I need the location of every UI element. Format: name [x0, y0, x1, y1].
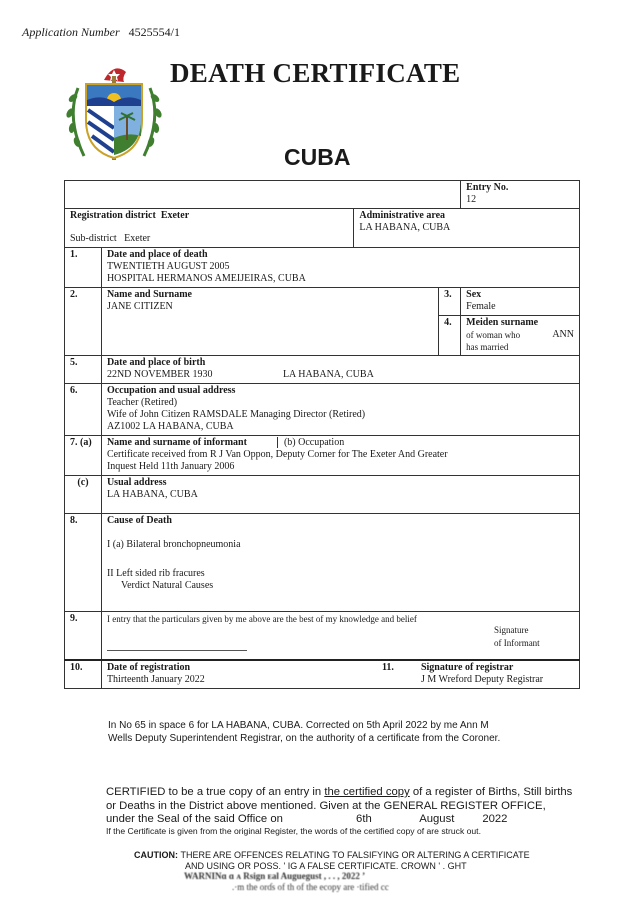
registration-district-label: Registration district [70, 210, 156, 221]
row-11-number: 11. [381, 661, 394, 673]
occupation-line-2: Wife of John Citizen RAMSDALE Managing Director (Retired) [106, 409, 366, 420]
obscured-line-1: WARNINɑ ɑ ᴀ Rsign ᴇal Auguegust , . . , 2022 ʼ [184, 871, 366, 881]
subdistrict-value: Exeter [124, 233, 151, 244]
certified-year: 2022 [482, 813, 508, 825]
registrar-signature-label: Signature of registrar [420, 661, 514, 673]
caution-line-1: THERE ARE OFFENCES RELATING TO FALSIFYING OR ALTERING A CERTIFICATE [180, 850, 530, 860]
cause-line-3: Verdict Natural Causes [120, 580, 214, 591]
informant-line-1: Certificate received from R J Van Oppon, Deputy Corner for The Exeter And Greater [106, 449, 448, 460]
maiden-surname-cell [461, 316, 580, 356]
country-heading: CUBA [284, 144, 351, 170]
application-number [22, 25, 180, 40]
birth-label: Date and place of birth [106, 357, 206, 368]
caution-line-2: AND USING OR POSS. ' IG A FALSE CERTIFICATE. CROWN ' . GHT [185, 861, 467, 871]
caution-block [134, 850, 564, 872]
death-place: HOSPITAL HERMANOS AMEIJEIRAS, CUBA [106, 273, 306, 284]
registration-date-label: Date of registration [106, 661, 191, 673]
application-number-label: Application Number [22, 25, 120, 39]
death-label: Date and place of death [106, 249, 208, 260]
birth-cell [101, 356, 579, 384]
maiden-surname-sub2: has married [466, 342, 509, 352]
cause-line-2: II Left sided rib fracures [106, 568, 205, 579]
row-1-number: 1. [65, 248, 102, 288]
administrative-area-value: LA HABANA, CUBA [359, 222, 451, 233]
occupation-line-3: AZ1002 LA HABANA, CUBA [106, 421, 234, 432]
correction-line-1: In No 65 in space 6 for LA HABANA, CUBA. Corrected on 5th April 2022 by me Ann M [108, 720, 489, 731]
death-details-cell [101, 248, 579, 288]
correction-line-2: Wells Deputy Superintendent Registrar, on the authority of a certificate from the Coroner. [108, 733, 501, 744]
usual-address-value: LA HABANA, CUBA [106, 489, 198, 500]
informant-declaration-cell [101, 612, 579, 660]
row-3-number: 3. [439, 288, 461, 316]
certified-post: of a register of Births, Still births or Deaths in the District above mentioned. Given at the GENERAL REGISTER OFFICE, under the Seal of the said Office on [106, 786, 573, 825]
certified-month: August [419, 813, 455, 825]
obscured-footer-text [184, 871, 484, 893]
cause-of-death-cell [101, 514, 579, 612]
maiden-surname-sub1: of woman who [466, 330, 521, 340]
registration-district-value: Exeter [160, 210, 190, 221]
registration-date-cell [101, 660, 579, 689]
name-cell [101, 288, 438, 356]
informant-occupation-label: (b) Occupation [277, 437, 344, 448]
usual-address-cell [101, 476, 579, 514]
administrative-area-cell [354, 209, 580, 248]
administrative-area-label: Administrative area [359, 210, 446, 221]
death-date: TWENTIETH AUGUST 2005 [106, 261, 230, 272]
entry-number-label: Entry No. [466, 182, 509, 193]
informant-signature-line [107, 650, 247, 651]
row-10-number: 10. [65, 660, 102, 689]
signature-label-2: of Informant [493, 638, 540, 648]
certification-statement [106, 786, 576, 827]
coat-of-arms-icon [64, 58, 164, 168]
certificate-table [64, 180, 580, 689]
blank-header-cell [65, 181, 461, 209]
occupation-line-1: Teacher (Retired) [106, 397, 178, 408]
application-number-value: 4525554/1 [128, 25, 181, 39]
declaration-text: I entry that the particulars given by me above are the best of my knowledge and belief [106, 614, 417, 624]
birth-date: 22ND NOVEMBER 1930 [106, 369, 213, 380]
certified-copy-link: the certified copy [324, 786, 410, 798]
birth-place: LA HABANA, CUBA [282, 369, 374, 380]
correction-note [108, 719, 528, 745]
row-4-number: 4. [439, 316, 461, 356]
registration-district-cell [65, 209, 354, 248]
entry-number-cell [461, 181, 580, 209]
row-8-number: 8. [65, 514, 102, 612]
name-value: JANE CITIZEN [106, 301, 173, 312]
row-7c-number: (c) [65, 476, 102, 514]
occupation-label: Occupation and usual address [106, 385, 236, 396]
sex-label: Sex [466, 289, 482, 300]
sex-cell [461, 288, 580, 316]
subdistrict-label: Sub-district [70, 233, 117, 244]
occupation-cell [101, 384, 579, 436]
signature-label-1: Signature [493, 625, 529, 635]
maiden-surname-label: Meiden surname [466, 317, 539, 328]
sex-value: Female [466, 301, 496, 312]
certified-note: If the Certificate is given from the original Register, the words of the certified copy of are struck out. [106, 826, 481, 836]
usual-address-label: Usual address [106, 477, 167, 488]
cause-of-death-label: Cause of Death [106, 515, 172, 526]
row-2-number: 2. [65, 288, 102, 356]
entry-number-value: 12 [466, 194, 477, 205]
informant-line-2: Inquest Held 11th January 2006 [106, 461, 235, 472]
obscured-line-2: .·m the orɗs of th of the ecopy are ·tified cc [232, 882, 389, 892]
document-title: DEATH CERTIFICATE [170, 58, 461, 88]
informant-label: Name and surname of informant [106, 437, 247, 448]
row-7a-number: 7. (a) [65, 436, 102, 476]
name-label: Name and Surname [106, 289, 192, 300]
registration-date-value: Thirteenth January 2022 [106, 673, 205, 685]
certified-pre: CERTIFIED to be a true copy of an entry in [106, 786, 325, 798]
informant-cell [101, 436, 579, 476]
maiden-surname-value: ANN [552, 329, 574, 340]
registrar-signature-value: J M Wreford Deputy Registrar [420, 673, 544, 685]
row-6-number: 6. [65, 384, 102, 436]
cause-line-1: I (a) Bilateral bronchopneumonia [106, 539, 241, 550]
row-9-number: 9. [65, 612, 102, 660]
row-5-number: 5. [65, 356, 102, 384]
caution-label: CAUTION: [134, 850, 178, 860]
certified-day: 6th [356, 813, 372, 825]
